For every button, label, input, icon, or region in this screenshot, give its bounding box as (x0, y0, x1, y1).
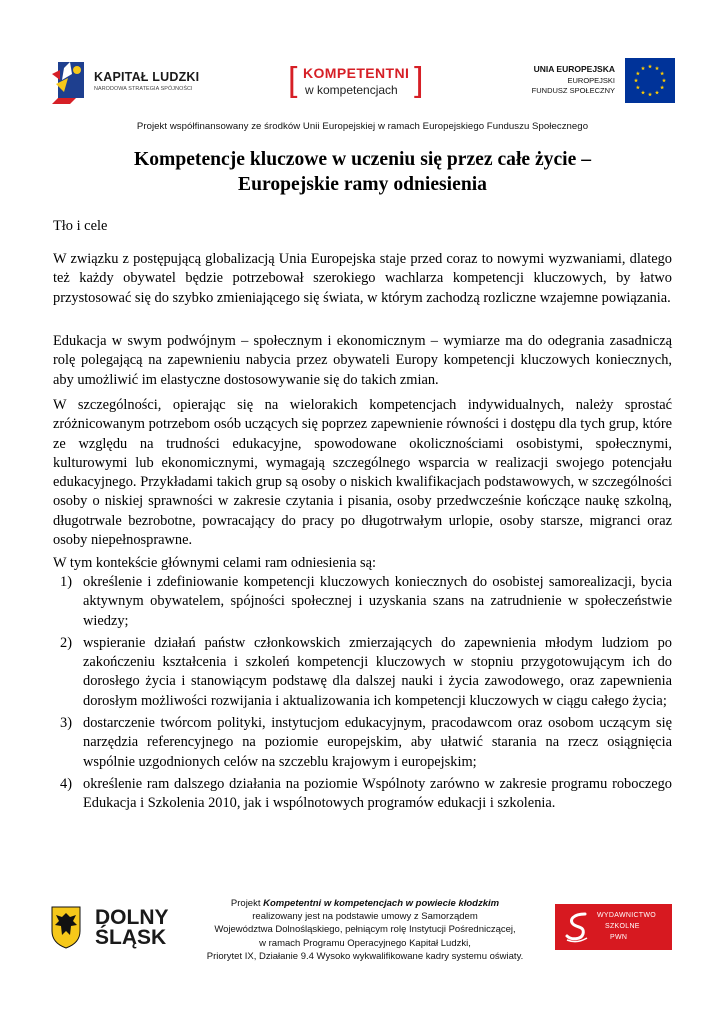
kapital-ludzki-emblem-icon (50, 58, 90, 106)
dolny-slask-logo (50, 905, 180, 953)
list-item (53, 775, 672, 814)
left-bracket-icon: [ (288, 61, 298, 99)
kompetentni-subtitle: w kompetencjach (305, 83, 398, 97)
paragraph-2: Edukacja w swym podwójnym – społecznym i ekonomicznym – wymiarze ma do odegrania zasadniczą rolę polegającą na zapewnieniu nabycia przez obywateli Europy kompetencji kluczowych koniecznych, aby umożliwić im elastyczne dostosowywanie się do takich zmian. (53, 333, 672, 388)
title-line-2: Europejskie ramy odniesienia (238, 174, 487, 195)
right-bracket-icon: ] (414, 61, 424, 99)
eu-fund-line1: EUROPEJSKI (567, 76, 615, 85)
pwn-logo (555, 904, 672, 950)
dolny-slask-line1: DOLNY (95, 906, 169, 929)
list-item-number: 3) (60, 715, 72, 732)
eu-fund-line2: FUNDUSZ SPOŁECZNY (531, 86, 615, 95)
kapital-ludzki-subtitle: NARODOWA STRATEGIA SPÓJNOŚCI (94, 86, 193, 92)
goals-list (53, 573, 672, 817)
kapital-ludzki-logo (50, 58, 220, 108)
pwn-line1: WYDAWNICTWO (597, 912, 657, 919)
list-item-text: wspieranie działań państw członkowskich zmierzających do zapewnienia młodym ludziom po zakończeniu kształcenia i szkoleń kompetencji kluczowych w stopniu przygotowującym ich do dorosłego życia i stanowiącym podstawę dla dalszej nauki i życia zawodowego, oraz zapewnienia dorosłym możliwości rozwijania i aktualizowania ich kompetencji kluczowych w ciągu całego życia; (83, 634, 672, 709)
title-line-1: Kompetencje kluczowe w uczeniu się przez całe życie – (133, 149, 592, 170)
kompetentni-title: KOMPETENTNI (303, 65, 410, 81)
list-item-number: 2) (60, 634, 72, 651)
pwn-line2: SZKOLNE (605, 923, 640, 930)
paragraph-3: W szczególności, opierając się na wielorakich kompetencjach indywidualnych, należy sprostać zróżnicowanym potrzebom osób uczących się poprzez zapewnienie równości i dostępu dla tych grup, które ze względu na trudności edukacyjne, spowodowane okolicznościami osobistymi, społecznymi, kulturowymi lub ekonomicznymi, wymagają szczególnego wsparcia w realizacji swojego potencjału edukacyjnego. Przykładami takich grup są osoby o niskich kwalifikacjach podstawowych, w szczególności osoby o niskiej sprawności w zakresie czytania i pisania, osoby przedwcześnie kończące naukę szkolną, długotrwale bezrobotne, powracający do pracy po długotrwałym urlopie, osoby starsze, migranci oraz osoby niepełnosprawne. (53, 397, 672, 549)
list-item-text: określenie i zdefiniowanie kompetencji kluczowych koniecznych do osobistej samorealizacji, bycia aktywnym obywatelem, spójności społecznej i uzyskania szans na zatrudnienie w społeczeństwie wiedzy; (83, 574, 672, 629)
list-item-text: dostarczenie twórcom polityki, instytucjom edukacyjnym, pracodawcom oraz osobom uczącym się narzędzia referencyjnego na poziomie europejskim, aby ułatwić starania na rzecz osiągnięcia wspólnie uzgodnionych celów na szczeblu krajowym i europejskim; (83, 715, 672, 770)
list-item (53, 573, 672, 631)
dolny-slask-line2: ŚLĄSK (95, 926, 167, 949)
paragraph-goals-intro: W tym kontekście głównymi celami ram odniesienia są: (53, 555, 377, 571)
paragraph-1: W związku z postępującą globalizacją Unia Europejska staje przed coraz to nowymi wyzwaniami, dlatego też każdy obywatel będzie potrzebował szerokiego wachlarza kompetencji kluczowych, by łatwo przystosować się do szybko zmieniającego się świata, w którym zachodzą rozliczne wzajemne powiązania. (53, 251, 672, 306)
footer-line-5: Priorytet IX, Działanie 9.4 Wysoko wykwalifikowane kadry systemu oświaty. (206, 950, 524, 962)
list-item-number: 1) (60, 574, 72, 590)
eu-name: UNIA EUROPEJSKA (533, 64, 615, 74)
footer-line-3: Województwa Dolnośląskiego, pełniącym rolę Instytucji Pośredniczącej, (214, 924, 516, 936)
list-item (53, 634, 672, 711)
eagle-crest-icon (50, 905, 82, 949)
footer-prefix: Projekt (230, 898, 264, 909)
list-item-number: 4) (60, 775, 72, 792)
eu-flag-icon (625, 58, 675, 103)
list-item (53, 714, 672, 772)
pwn-mark-icon (563, 910, 591, 944)
footer-line-4: w ramach Programu Operacyjnego Kapitał Ludzki, (259, 937, 471, 949)
pwn-line3: PWN (610, 934, 628, 941)
eu-logo (505, 58, 675, 106)
section-heading: Tło i cele (53, 218, 108, 234)
kompetentni-logo (288, 62, 428, 102)
kapital-ludzki-name: KAPITAŁ LUDZKI (94, 70, 200, 84)
list-item-text: określenie ram dalszego działania na poziomie Wspólnoty zarówno w zakresie programu roboczego Edukacja i Szkolenia 2010, jak i wspólnotowych programów edukacji i szkolenia. (83, 775, 672, 812)
cofinancing-note: Projekt współfinansowany ze środków Unii Europejskiej w ramach Europejskiego Funduszu Społecznego (136, 121, 589, 132)
document-title (60, 147, 665, 197)
footer-line-1 (180, 897, 550, 910)
footer-line-2: realizowany jest na podstawie umowy z Samorządem (252, 911, 478, 923)
project-name: Kompetentni w kompetencjach w powiecie kłodzkim (263, 898, 500, 909)
footer-project-info (180, 897, 550, 963)
